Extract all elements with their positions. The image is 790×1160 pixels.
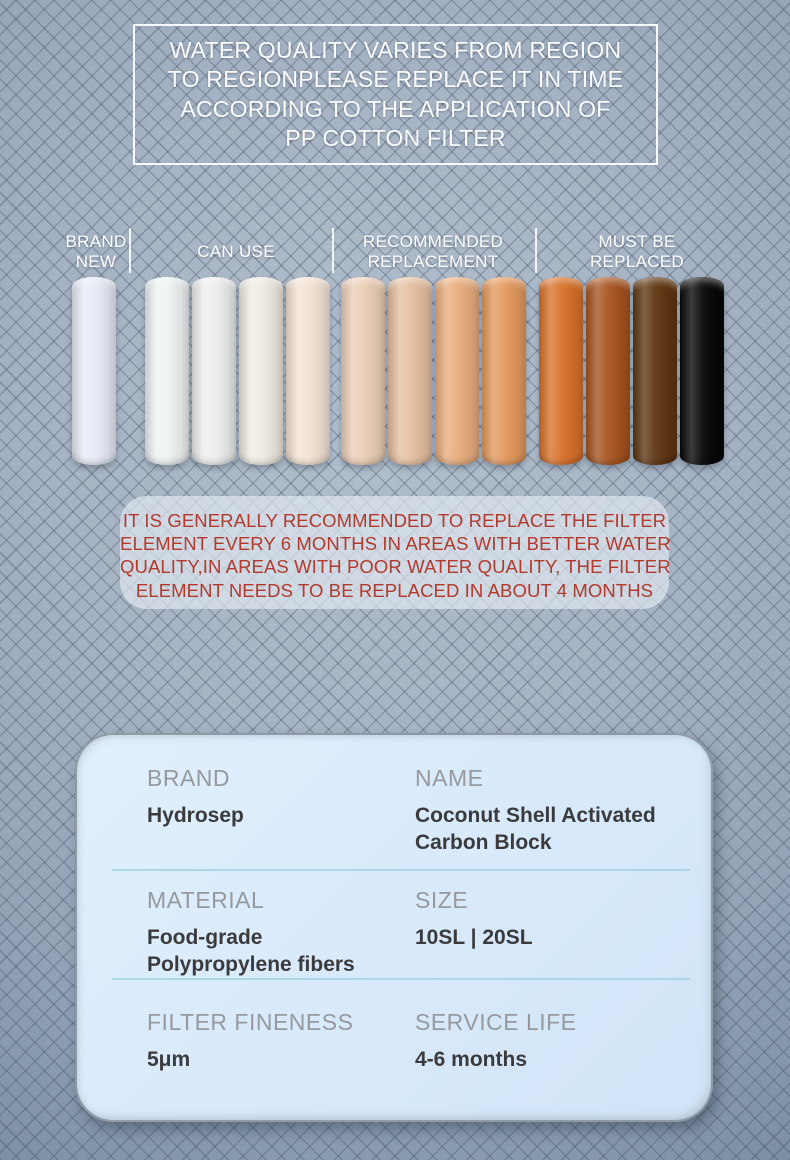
filter-cylinder xyxy=(145,277,189,465)
notice-line: IT IS GENERALLY RECOMMENDED TO REPLACE THE FILTER xyxy=(122,510,667,531)
spec-cell-material xyxy=(147,887,397,978)
spec-value: 4-6 months xyxy=(415,1048,528,1071)
card-divider xyxy=(112,869,690,871)
spec-label: SERVICE LIFE xyxy=(415,1009,577,1035)
spec-cell-size xyxy=(415,887,700,951)
filter-cylinder xyxy=(633,277,677,465)
spec-label: FILTER FINENESS xyxy=(147,1009,354,1035)
scale-divider xyxy=(535,228,537,273)
spec-value: 5μm xyxy=(147,1048,191,1071)
header-box xyxy=(133,24,658,165)
notice-line: ELEMENT NEEDS TO BE REPLACED IN ABOUT 4 MONTHS xyxy=(135,579,654,601)
spec-label: MATERIAL xyxy=(147,887,265,913)
scale-label-line: RECOMMENDED xyxy=(362,231,504,251)
notice-box xyxy=(120,496,669,609)
spec-value: Food-grade Polypropylene fibers xyxy=(147,926,355,976)
scale-label-brand-new xyxy=(46,229,146,275)
scale-label-line: REPLACED xyxy=(589,252,685,271)
filter-cylinder xyxy=(586,277,630,465)
filter-cylinder xyxy=(539,277,583,465)
scale-divider xyxy=(332,228,334,273)
filter-cylinder xyxy=(239,277,283,465)
card-divider xyxy=(112,978,690,980)
spec-value: 10SL | 20SL xyxy=(415,926,533,949)
spec-label: SIZE xyxy=(415,887,469,913)
filter-cylinder xyxy=(341,277,385,465)
header-line: ACCORDING TO THE APPLICATION OF xyxy=(180,95,611,122)
scale-divider xyxy=(129,228,131,273)
scale-label-line: NEW xyxy=(75,252,117,271)
header-line: WATER QUALITY VARIES FROM REGION xyxy=(169,36,622,63)
spec-cell-name xyxy=(415,765,700,856)
spec-cell-brand xyxy=(147,765,397,829)
scale-label-can-use xyxy=(156,229,316,275)
scale-label-line: REPLACEMENT xyxy=(367,252,499,271)
filter-cylinder xyxy=(680,277,724,465)
spec-card xyxy=(75,733,713,1122)
filter-cylinder xyxy=(286,277,330,465)
filter-cylinder xyxy=(72,277,116,465)
scale-label-recommended-replacement xyxy=(333,229,533,275)
filter-cylinder xyxy=(435,277,479,465)
spec-value: Coconut Shell Activated Carbon Block xyxy=(415,804,656,854)
filter-cylinder xyxy=(192,277,236,465)
scale-label-line: BRAND xyxy=(65,231,127,251)
header-line: TO REGIONPLEASE REPLACE IT IN TIME xyxy=(167,66,624,92)
scale-label-line: CAN USE xyxy=(197,241,275,261)
filter-cylinder xyxy=(482,277,526,465)
header-line: PP COTTON FILTER xyxy=(285,125,506,151)
notice-line: ELEMENT EVERY 6 MONTHS IN AREAS WITH BETTER WATER xyxy=(120,533,671,555)
spec-label: BRAND xyxy=(147,765,231,791)
scale-label-line: MUST BE xyxy=(598,231,676,251)
spec-label: NAME xyxy=(415,765,484,791)
notice-line: QUALITY,IN AREAS WITH POOR WATER QUALITY, THE FILTER xyxy=(120,556,671,578)
filter-cylinder xyxy=(388,277,432,465)
spec-cell-service-life xyxy=(415,1009,700,1073)
spec-value: Hydrosep xyxy=(147,804,244,827)
spec-cell-filter-fineness xyxy=(147,1009,397,1073)
scale-label-must-be-replaced xyxy=(537,229,737,275)
